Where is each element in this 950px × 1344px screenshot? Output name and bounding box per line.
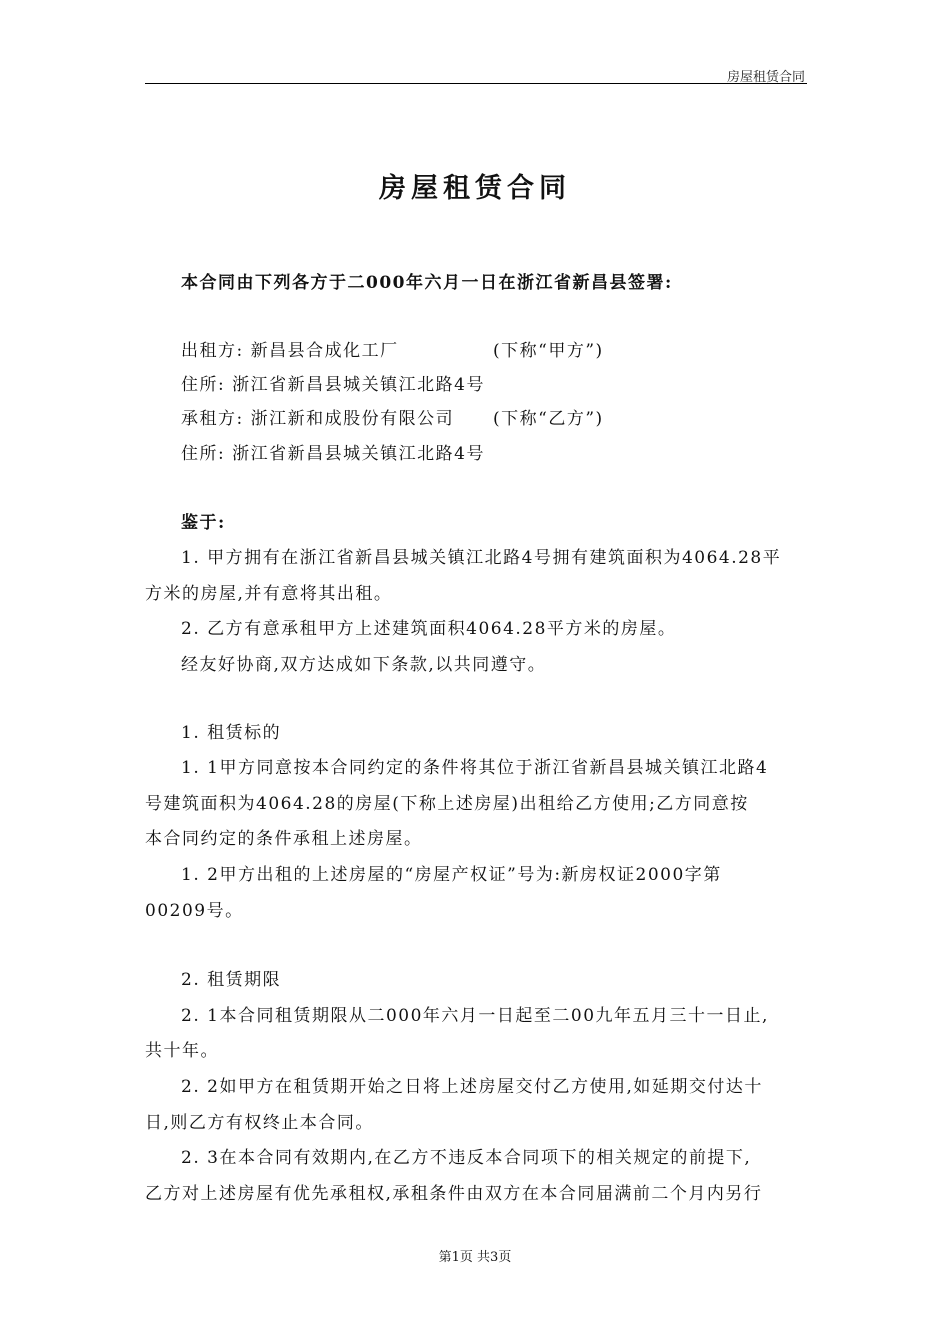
lessor-alias: (下称“甲方”) [493,341,604,361]
clause-2-3-line-2: 乙方对上述房屋有优先承租权,承租条件由双方在本合同届满前二个月内另行 [145,1184,763,1204]
agreement-statement: 经友好协商,双方达成如下条款,以共同遵守。 [181,655,547,675]
clause-1-1-line-2: 号建筑面积为4064.28的房屋(下称上述房屋)出租给乙方使用;乙方同意按 [145,794,749,814]
clause-1-1-line-1: 1. 1甲方同意按本合同约定的条件将其位于浙江省新昌县城关镇江北路4 [181,758,769,778]
clause-2-1-line-1: 2. 1本合同租赁期限从二000年六月一日起至二00九年五月三十一日止, [181,1006,769,1026]
intro-statement: 本合同由下列各方于二000年六月一日在浙江省新昌县签署: [181,273,673,293]
lessor-address: 住所: 浙江省新昌县城关镇江北路4号 [181,375,485,395]
clause-1-2-line-2: 00209号。 [145,901,244,921]
document-title: 房屋租赁合同 [379,173,571,204]
clause-1-1-line-3: 本合同约定的条件承租上述房屋。 [145,829,423,849]
section-1-heading: 1. 租赁标的 [181,723,282,743]
clause-2-2-line-2: 日,则乙方有权终止本合同。 [145,1113,374,1133]
header-divider [145,83,807,84]
running-header: 房屋租赁合同 [726,70,805,85]
lessor-name: 出租方: 新昌县合成化工厂 [181,341,399,361]
clause-1-2-line-1: 1. 2甲方出租的上述房屋的“房屋产权证”号为:新房权证2000字第 [181,865,722,885]
lessee-name: 承租方: 浙江新和成股份有限公司 [181,409,455,429]
recital-1-line-1: 1. 甲方拥有在浙江省新昌县城关镇江北路4号拥有建筑面积为4064.28平 [181,548,782,568]
recital-2: 2. 乙方有意承租甲方上述建筑面积4064.28平方米的房屋。 [181,619,677,639]
clause-2-1-line-2: 共十年。 [145,1041,219,1061]
page-number: 第1页 共3页 [438,1250,512,1265]
clause-2-3-line-1: 2. 3在本合同有效期内,在乙方不违反本合同项下的相关规定的前提下, [181,1148,752,1168]
recital-1-line-2: 方米的房屋,并有意将其出租。 [145,584,393,604]
lessee-alias: (下称“乙方”) [493,409,604,429]
section-2-heading: 2. 租赁期限 [181,970,282,990]
lessee-address: 住所: 浙江省新昌县城关镇江北路4号 [181,444,485,464]
recitals-heading: 鉴于: [181,513,226,533]
clause-2-2-line-1: 2. 2如甲方在租赁期开始之日将上述房屋交付乙方使用,如延期交付达十 [181,1077,763,1097]
